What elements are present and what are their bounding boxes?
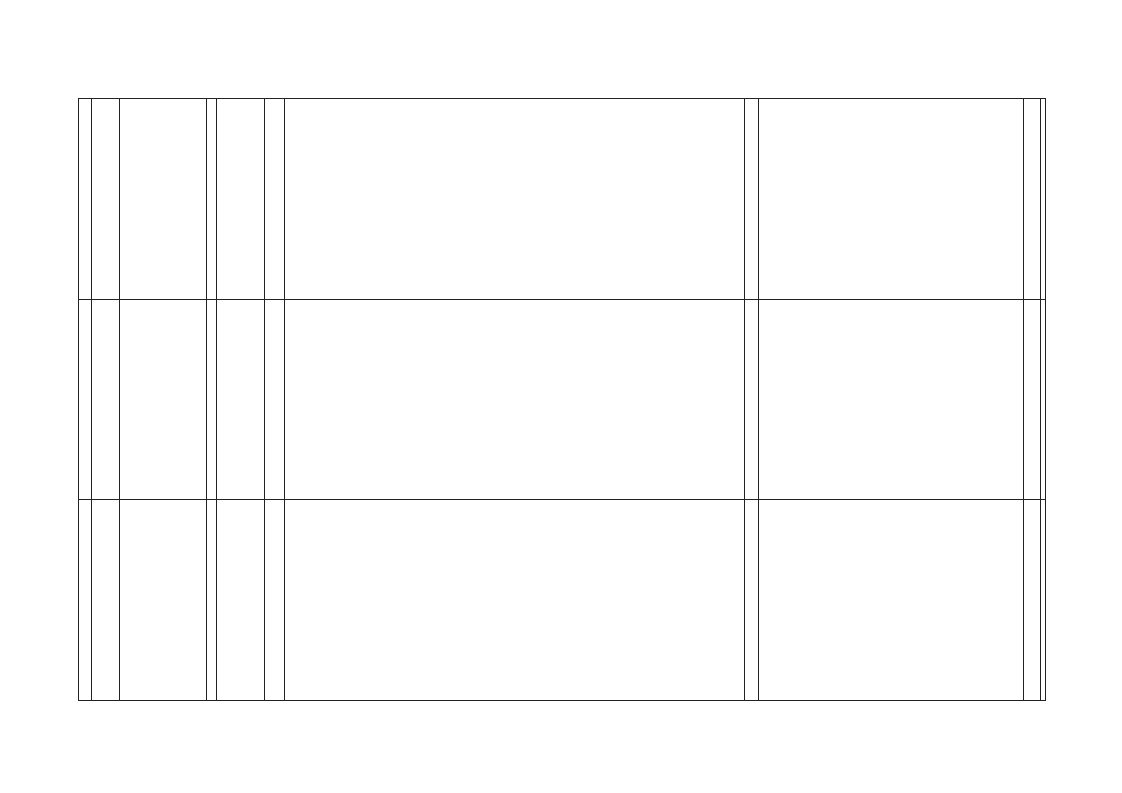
remarks-extra-cell xyxy=(1041,299,1046,500)
remarks-extra-cell xyxy=(1041,500,1046,701)
item-name-cell xyxy=(92,99,120,300)
exemption-cell xyxy=(759,99,1024,300)
department-cell xyxy=(217,299,265,500)
exemption-cell xyxy=(759,299,1024,500)
level-cell xyxy=(207,99,217,300)
item-name-cell xyxy=(92,299,120,500)
row-index xyxy=(79,99,92,300)
responsibility-cell xyxy=(285,500,745,701)
remarks-extra-cell xyxy=(1041,99,1046,300)
remarks-cell xyxy=(1024,500,1041,701)
accountability-cell xyxy=(745,299,759,500)
legal-basis-cell xyxy=(120,500,207,701)
subject-cell xyxy=(265,299,285,500)
subject-cell xyxy=(265,99,285,300)
responsibility-table xyxy=(78,98,1046,701)
row-index xyxy=(79,500,92,701)
remarks-cell xyxy=(1024,99,1041,300)
department-cell xyxy=(217,99,265,300)
table-row xyxy=(79,299,1046,500)
subject-cell xyxy=(265,500,285,701)
remarks-cell xyxy=(1024,299,1041,500)
table-row xyxy=(79,99,1046,300)
accountability-cell xyxy=(745,500,759,701)
department-cell xyxy=(217,500,265,701)
row-index xyxy=(79,299,92,500)
responsibility-cell xyxy=(285,299,745,500)
accountability-cell xyxy=(745,99,759,300)
legal-basis-cell xyxy=(120,99,207,300)
level-cell xyxy=(207,299,217,500)
legal-basis-cell xyxy=(120,299,207,500)
responsibility-cell xyxy=(285,99,745,300)
level-cell xyxy=(207,500,217,701)
item-name-cell xyxy=(92,500,120,701)
table-row xyxy=(79,500,1046,701)
exemption-cell xyxy=(759,500,1024,701)
